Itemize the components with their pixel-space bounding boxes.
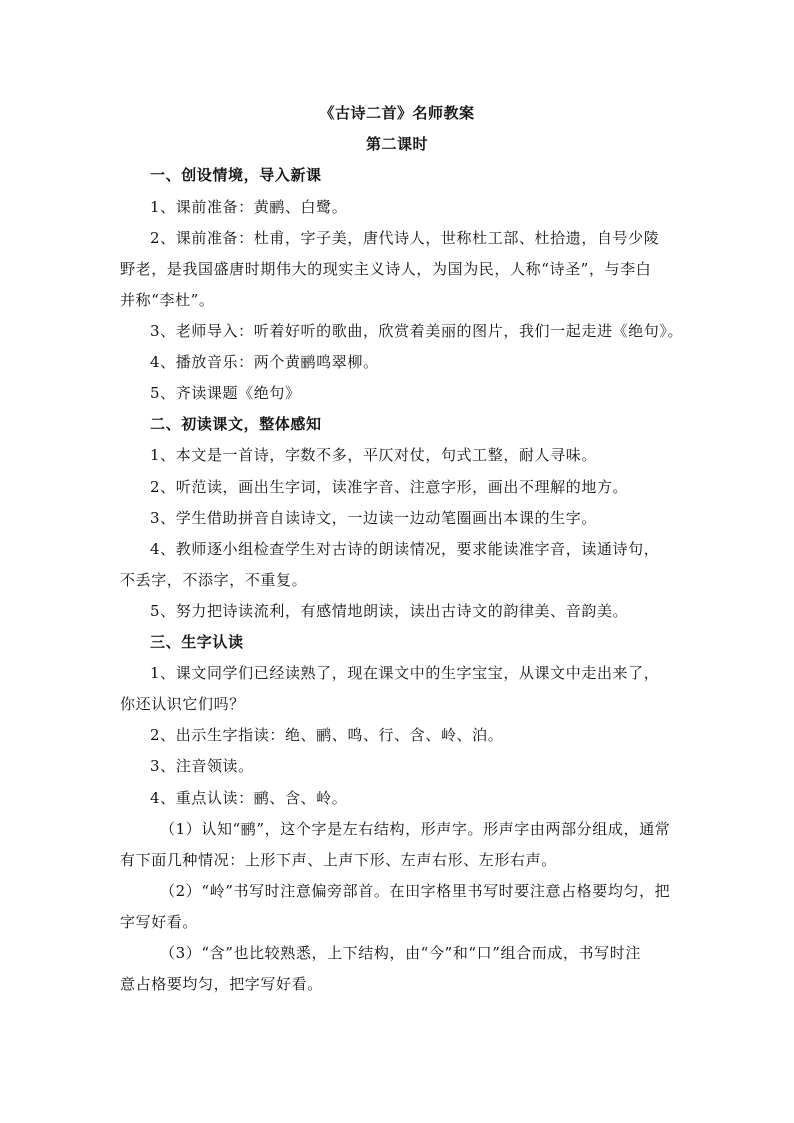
paragraph-line: （1）认知“鹂”，这个字是左右结构，形声字。形声字由两部分组成，通常 bbox=[160, 820, 671, 838]
paragraph-line: 字写好看。 bbox=[120, 913, 199, 931]
paragraph-line: 1、课文同学们已经读熟了，现在课文中的生字宝宝，从课文中走出来了， bbox=[150, 664, 660, 682]
paragraph-line: 4、教师逐小组检查学生对古诗的朗读情况，要求能读准字音，读通诗句， bbox=[150, 540, 660, 558]
paragraph-line: 2、课前准备：杜甫，字子美，唐代诗人，世称杜工部、杜拾遗，自号少陵 bbox=[150, 229, 660, 247]
paragraph-line: 4、播放音乐：两个黄鹂鸣翠柳。 bbox=[150, 353, 379, 371]
paragraph-line: 1、课前准备：黄鹂、白鹭。 bbox=[150, 198, 348, 216]
paragraph-line: 并称“李杜”。 bbox=[120, 291, 215, 309]
paragraph-line: （3）“含”也比较熟悉，上下结构，由“今”和“口”组合而成，书写时注 bbox=[160, 944, 641, 962]
paragraph-line: 3、注音领读。 bbox=[150, 757, 254, 775]
section-heading-3: 三、生字认读 bbox=[150, 633, 244, 651]
paragraph-line: 有下面几种情况：上形下声、上声下形、左声右形、左形右声。 bbox=[120, 851, 557, 869]
paragraph-line: 4、重点认读：鹂、含、岭。 bbox=[150, 789, 348, 807]
paragraph-line: 2、出示生字指读：绝、鹂、鸣、行、含、岭、泊。 bbox=[150, 726, 504, 744]
paragraph-line: 3、老师导入：听着好听的歌曲，欣赏着美丽的图片，我们一起走进《绝句》。 bbox=[150, 322, 684, 340]
section-heading-2: 二、初读课文，整体感知 bbox=[150, 415, 322, 433]
paragraph-line: 5、努力把诗读流利，有感情地朗读，读出古诗文的韵律美、音韵美。 bbox=[150, 602, 629, 620]
paragraph-line: 5、齐读课题《绝句》 bbox=[150, 384, 301, 402]
paragraph-line: 2、听范读，画出生字词，读准字音、注意字形，画出不理解的地方。 bbox=[150, 478, 629, 496]
lesson-subtitle: 第二课时 bbox=[365, 135, 428, 153]
paragraph-line: 你还认识它们吗？ bbox=[120, 695, 245, 713]
paragraph-line: 意占格要均匀，把字写好看。 bbox=[120, 975, 323, 993]
paragraph-line: 野老，是我国盛唐时期伟大的现实主义诗人，为国为民，人称“诗圣”，与李白 bbox=[120, 260, 652, 278]
paragraph-line: 不丢字，不添字，不重复。 bbox=[120, 571, 308, 589]
paragraph-line: 1、本文是一首诗，字数不多，平仄对仗，句式工整，耐人寻味。 bbox=[150, 446, 597, 464]
document-title: 《古诗二首》名师教案 bbox=[319, 104, 475, 122]
paragraph-line: 3、学生借助拼音自读诗文，一边读一边动笔圈画出本课的生字。 bbox=[150, 509, 597, 527]
section-heading-1: 一、创设情境，导入新课 bbox=[150, 166, 322, 184]
paragraph-line: （2）“岭”书写时注意偏旁部首。在田字格里书写时要注意占格要均匀，把 bbox=[160, 882, 671, 900]
